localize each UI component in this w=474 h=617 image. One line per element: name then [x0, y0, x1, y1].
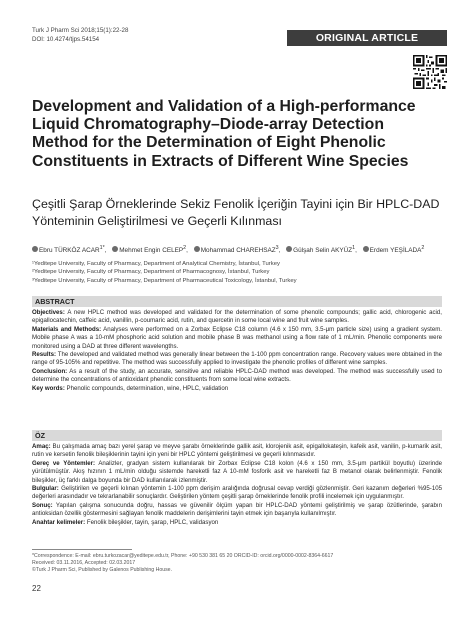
orcid-icon[interactable] — [363, 246, 369, 252]
journal-citation: Turk J Pharm Sci 2018;15(1):22-28 — [32, 27, 129, 34]
oz-bulgular: Bulgular: Geliştirilen ve geçerli kılınan yöntemin 1-100 ppm derişim aralığında doğrusal cevap verdiği gözlenmiştir. Geri kazanım değerleri %95-105 değerleri arasındadır ve tekrarlanabilir sonuçlardır. Geliştirilen yöntem çeşitli şarap örneklerinde fenolik profili incelemek için uygulanmıştır. — [32, 485, 442, 501]
qr-code-icon — [413, 55, 447, 89]
article-type-badge: ORIGINAL ARTICLE — [287, 30, 447, 46]
footer-notes — [32, 553, 333, 575]
affiliation: ³Yeditepe University, Faculty of Pharmacy, Department of Pharmaceutical Toxicology, İstanbul, Turkey — [32, 277, 297, 284]
article-title: Development and Validation of a High-performance Liquid Chromatography–Diode-array Detection Method for the Determination of Eight Phenolic Constituents in Extracts of Different Wine Species — [32, 98, 416, 170]
author: Mehmet Engin CELEP$^2$, — [119, 245, 188, 255]
orcid-icon[interactable] — [286, 246, 292, 252]
author: Gülşah Selin AKYÜZ$^1$, — [293, 245, 357, 255]
oz-sonuc: Sonuç: Yapılan çalışma sonucunda doğru, hassas ve güvenilir ölçüm yapan bir HPLC-DAD yöntemi geliştirilmiş ve şarap özütlerinde, şarabın antioksidan özellik göstermesini sağlayan fenolik maddelerin derişimlerini tayin etmek için başarıyla kullanılmıştır. — [32, 501, 442, 518]
oz-body — [32, 443, 442, 527]
abstract-heading: ABSTRACT — [32, 296, 442, 307]
journal-doi[interactable]: DOI: 10.4274/tjps.54154 — [32, 35, 100, 43]
oz-gerec: Gereç ve Yöntemler: Analizler, gradyan sistem kullanılarak bir Zorbax Eclipse C18 kolon (4.6 x 150 mm, 3.5-μm partikül boyutlu) üzerinde yürütülmüştür. Akış hızının 1 mL/min olduğu sistemde hareketli faz A 10-mM fosforik asit ve hareketli faz B metanol olarak belirlenmiştir. Fenolik bileşikler, üç farklı dalga boyunda bir DAD kullanılarak izlenmiştir. — [32, 459, 442, 484]
abstract-objectives: Objectives: A new HPLC method was developed and validated for the determination of some phenolic compounds; gallic acid, chlorogenic acid, epigallocatechin, caffeic acid, vanillin, p-coumaric acid, rutin, and quercetin in some local wine and fruit wine samples. — [32, 309, 442, 325]
orcid-icon[interactable] — [194, 246, 200, 252]
affiliations — [32, 260, 297, 285]
affiliation: ²Yeditepe University, Faculty of Pharmacy, Department of Pharmacognosy, İstanbul, Turkey — [32, 269, 270, 276]
article-title-turkish: Çeşitli Şarap Örneklerinde Sekiz Fenolik İçeriğin Tayini için Bir HPLC-DAD Yönteminin Geliştirilmesi ve Geçerli Kılınması — [32, 197, 440, 228]
oz-anahtar: Anahtar kelimeler: Fenolik bileşikler, tayin, şarap, HPLC, validasyon — [32, 518, 219, 526]
author: Ebru TÜRKÖZ $ACAR^{1*}$, — [39, 245, 107, 255]
correspondence: *Correspondence: E-mail: ebru.turkozacar@yeditepe.edu.tr, Phone: +90 530 381 65 20 ORCID-ID: orcid.org/0000-0002-8364-6617 — [32, 553, 334, 559]
abstract-conclusion: Conclusion: As a result of the study, an accurate, sensitive and reliable HPLC-DAD method was developed. The method was successfully used to determine the concentrations of antioxidant phenolic constituents from some local wine extracts. — [32, 367, 442, 384]
author-list — [32, 244, 452, 255]
journal-reference — [32, 27, 128, 44]
received-date: Received: 03.11.2016, Accepted: 02.03.2017 — [32, 560, 136, 567]
abstract-keywords: Key words: Phenolic compounds, determination, wine, HPLC, validation — [32, 384, 229, 392]
footer-divider — [32, 549, 132, 550]
orcid-icon[interactable] — [32, 246, 38, 252]
page-number: 22 — [32, 584, 41, 593]
copyright: ©Turk J Pharm Sci, Published by Galenos Publishing House. — [32, 567, 173, 574]
oz-heading: ÖZ — [32, 430, 442, 441]
abstract-results: Results: The developed and validated method was generally linear between the 1-100 ppm concentration range. Recovery values were obtained in the range of 95-105% and repetitive. The method was successfully applied to investigate the phenolic profiles of different wine samples. — [32, 351, 442, 367]
abstract-body — [32, 309, 442, 393]
oz-amac: Amaç: Bu çalışmada amaç bazı yerel şarap ve meyve şarabı örneklerinde gallik asit, klorojenik asit, epigallokateşin, kafeik asit, vanilin, p-kumarik asit, rutin ve kersetin fenolik bileşiklerinin tayini için yeni bir HPLC yöntemi geliştirilmesi ve geçerli kılınmasıdır. — [32, 443, 442, 459]
orcid-icon[interactable] — [112, 246, 118, 252]
author: Mohammad CHAREHSAZ$^3$, — [200, 245, 281, 255]
abstract-methods: Materials and Methods: Analyses were performed on a Zorbax Eclipse C18 column (4.6 x 150 mm, 3.5-μm particle size) using a gradient system. Mobile phase A was a 10-mM phosphoric acid solution and mobile phase B was methanol using a flow rate of 1 mL/min. Phenolic components were monitored using a DAD at three different wavelengths. — [32, 325, 443, 350]
affiliation: ¹Yeditepe University, Faculty of Pharmacy, Department of Analytical Chemistry, İstanbul, Turkey — [32, 261, 280, 267]
author: Erdem YEŞİLADA$^2$ — [369, 245, 425, 255]
